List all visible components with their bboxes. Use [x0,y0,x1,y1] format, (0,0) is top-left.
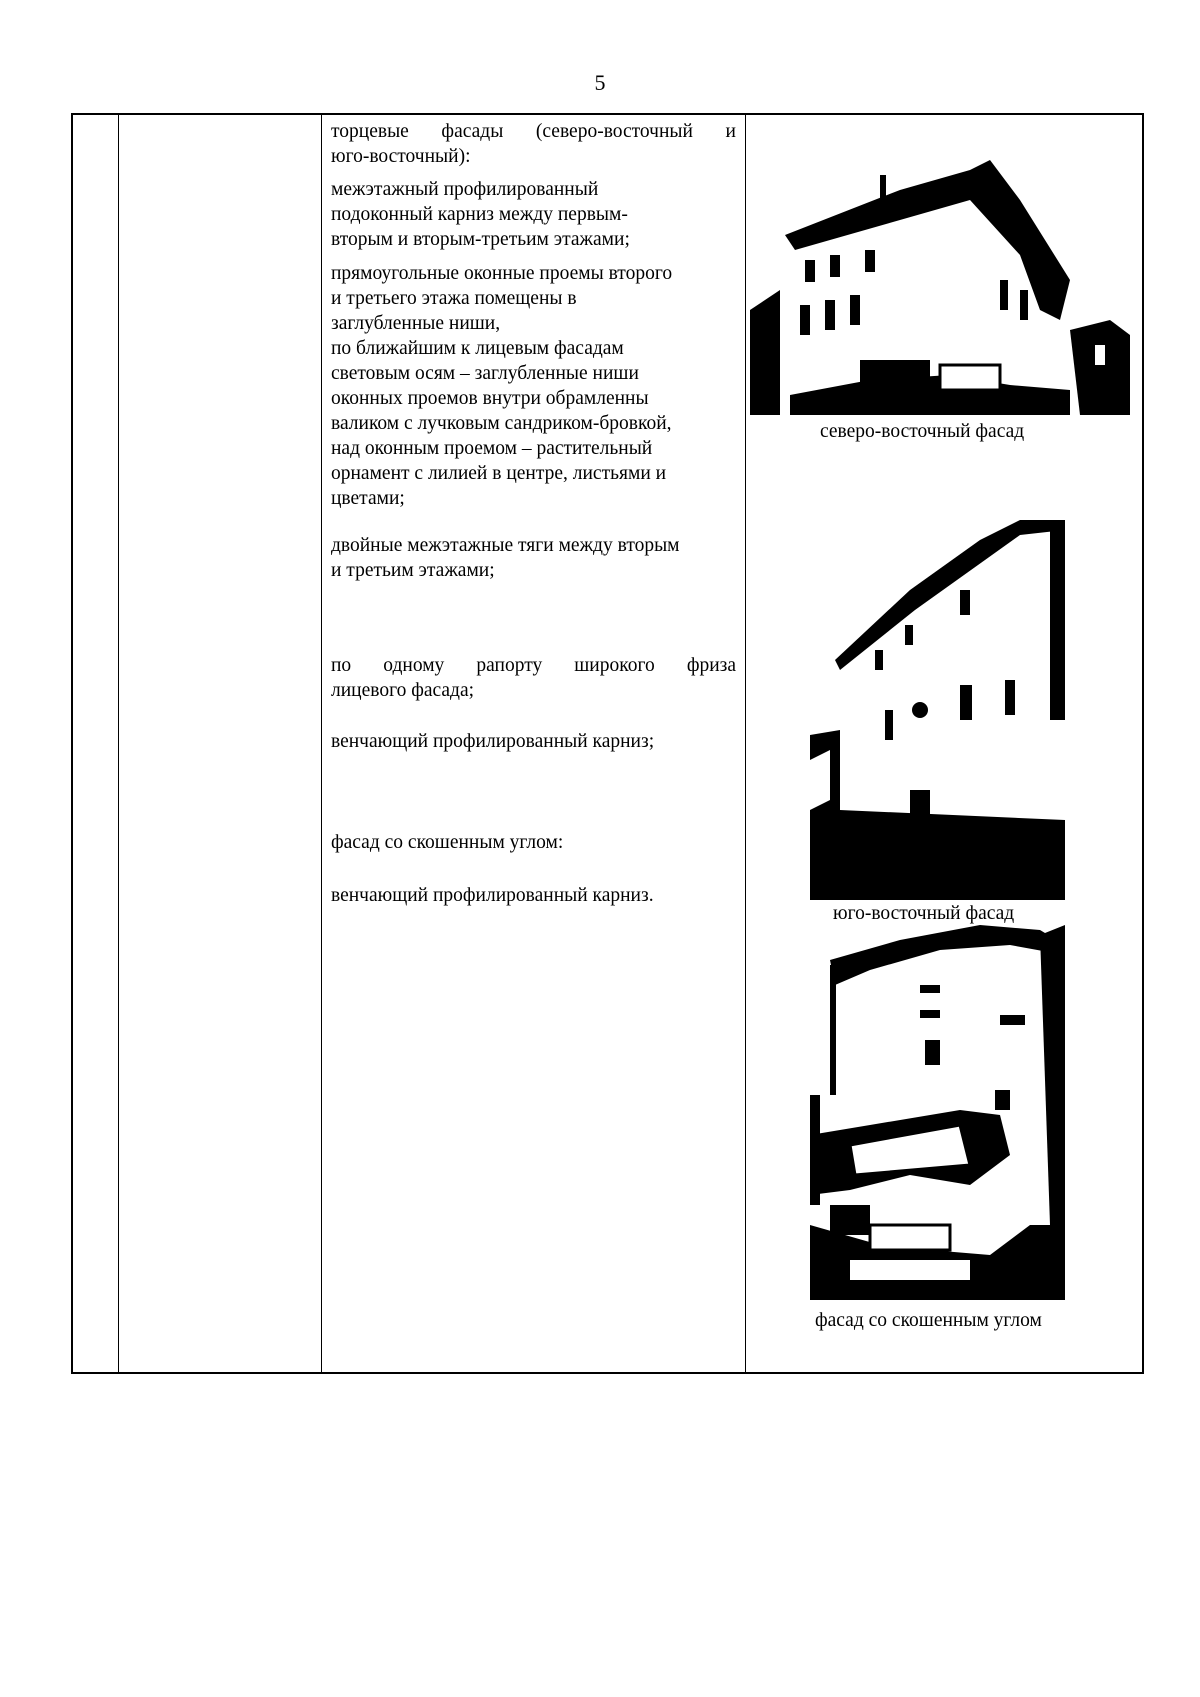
column-divider [745,115,746,1372]
description-line: межэтажный профилированный [331,179,599,200]
description-line: оконных проемов внутри обрамленны [331,388,649,409]
description-line: по одному рапорту широкого фриза [331,655,736,676]
description-line: лицевого фасада; [331,680,475,701]
description-line: над оконным проемом – растительный [331,438,653,459]
description-line: двойные межэтажные тяги между вторым [331,535,680,556]
description-line: юго-восточный): [331,146,471,167]
description-line: подоконный карниз между первым- [331,204,628,225]
column-divider [321,115,322,1372]
description-line: валиком с лучковым сандриком-бровкой, [331,413,672,434]
description-line: орнамент с лилией в центре, листьями и [331,463,667,484]
description-line: и третьего этажа помещены в [331,288,577,309]
page-number: 5 [594,70,606,95]
description-line: вторым и вторым-третьим этажами; [331,229,630,250]
description-line: торцевые фасады (северо-восточный и [331,121,736,142]
description-line: прямоугольные оконные проемы второго [331,263,673,284]
chamfered-corner-facade-photo [810,925,1065,1300]
photo-caption: юго-восточный фасад [833,903,1015,924]
description-line: цветами; [331,488,405,509]
description-line: заглубленные ниши, [331,313,501,334]
photo-caption: северо-восточный фасад [820,421,1025,442]
description-line: и третьим этажами; [331,560,495,581]
description-line: фасад со скошенным углом: [331,832,564,853]
southeast-facade-photo [810,520,1065,900]
description-line: венчающий профилированный карниз. [331,885,654,906]
photo-caption: фасад со скошенным углом [815,1310,1042,1331]
northeast-facade-photo [750,160,1130,415]
description-line: венчающий профилированный карниз; [331,731,655,752]
description-line: световым осям – заглубленные ниши [331,363,639,384]
column-divider [118,115,119,1372]
description-line: по ближайшим к лицевым фасадам [331,338,624,359]
